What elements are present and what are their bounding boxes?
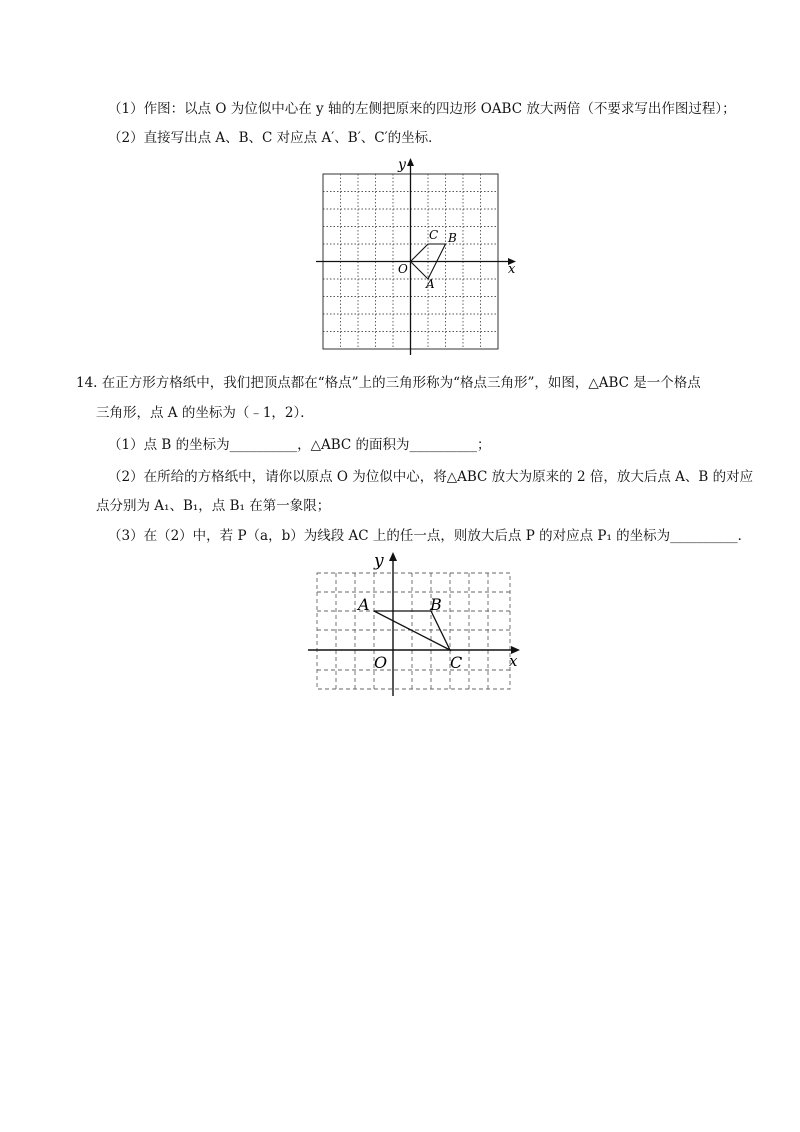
q13-part2: （2）直接写出点 A、B、C 对应点 A′、B′、C′的坐标．: [108, 130, 442, 146]
q14-label-c: C: [450, 653, 463, 672]
q14-stem-line2: 三角形，点 A 的坐标为（﹣1，2）．: [96, 405, 314, 421]
q13-label-o: O: [398, 262, 408, 276]
q13-coordinate-figure: [312, 155, 527, 355]
q14-stem-line1: 14. 在正方形方格纸中，我们把顶点都在“格点”上的三角形称为“格点三角形”，如图，△ABC 是一个格点: [76, 375, 701, 391]
q14-part2-line2: 点分别为 A₁、B₁，点 B₁ 在第一象限；: [96, 498, 331, 514]
q14-y-arrow-icon: [389, 552, 397, 561]
q14-axis-y-label: y: [374, 551, 384, 571]
q14-part2-line1: （2）在所给的方格纸中，请你以原点 O 为位似中心，将△ABC 放大为原来的 2 倍，放大后点 A、B 的对应: [108, 469, 754, 485]
q13-axis-x-label: x: [508, 262, 516, 277]
q14-label-b: B: [430, 595, 442, 614]
q14-part1: （1）点 B 的坐标为__________，△ABC 的面积为__________；: [108, 437, 491, 453]
q13-part1: （1）作图：以点 O 为位似中心在 y 轴的左侧把原来的四边形 OABC 放大两倍（不要求写出作图过程）；: [108, 101, 736, 117]
q14-label-a: A: [358, 595, 370, 614]
q14-axis-x-label: x: [509, 652, 518, 670]
q13-label-b: B: [448, 231, 457, 245]
q13-label-a: A: [426, 277, 435, 291]
q14-coordinate-figure: [302, 548, 527, 698]
q13-y-arrow-icon: [407, 158, 414, 166]
q14-part3: （3）在（2）中，若 P（a，b）为线段 AC 上的任一点，则放大后点 P 的对应点 P₁ 的坐标为__________．: [108, 528, 752, 544]
q13-axis-y-label: y: [398, 157, 406, 173]
q14-label-o: O: [374, 653, 388, 672]
q13-label-c: C: [429, 228, 439, 242]
